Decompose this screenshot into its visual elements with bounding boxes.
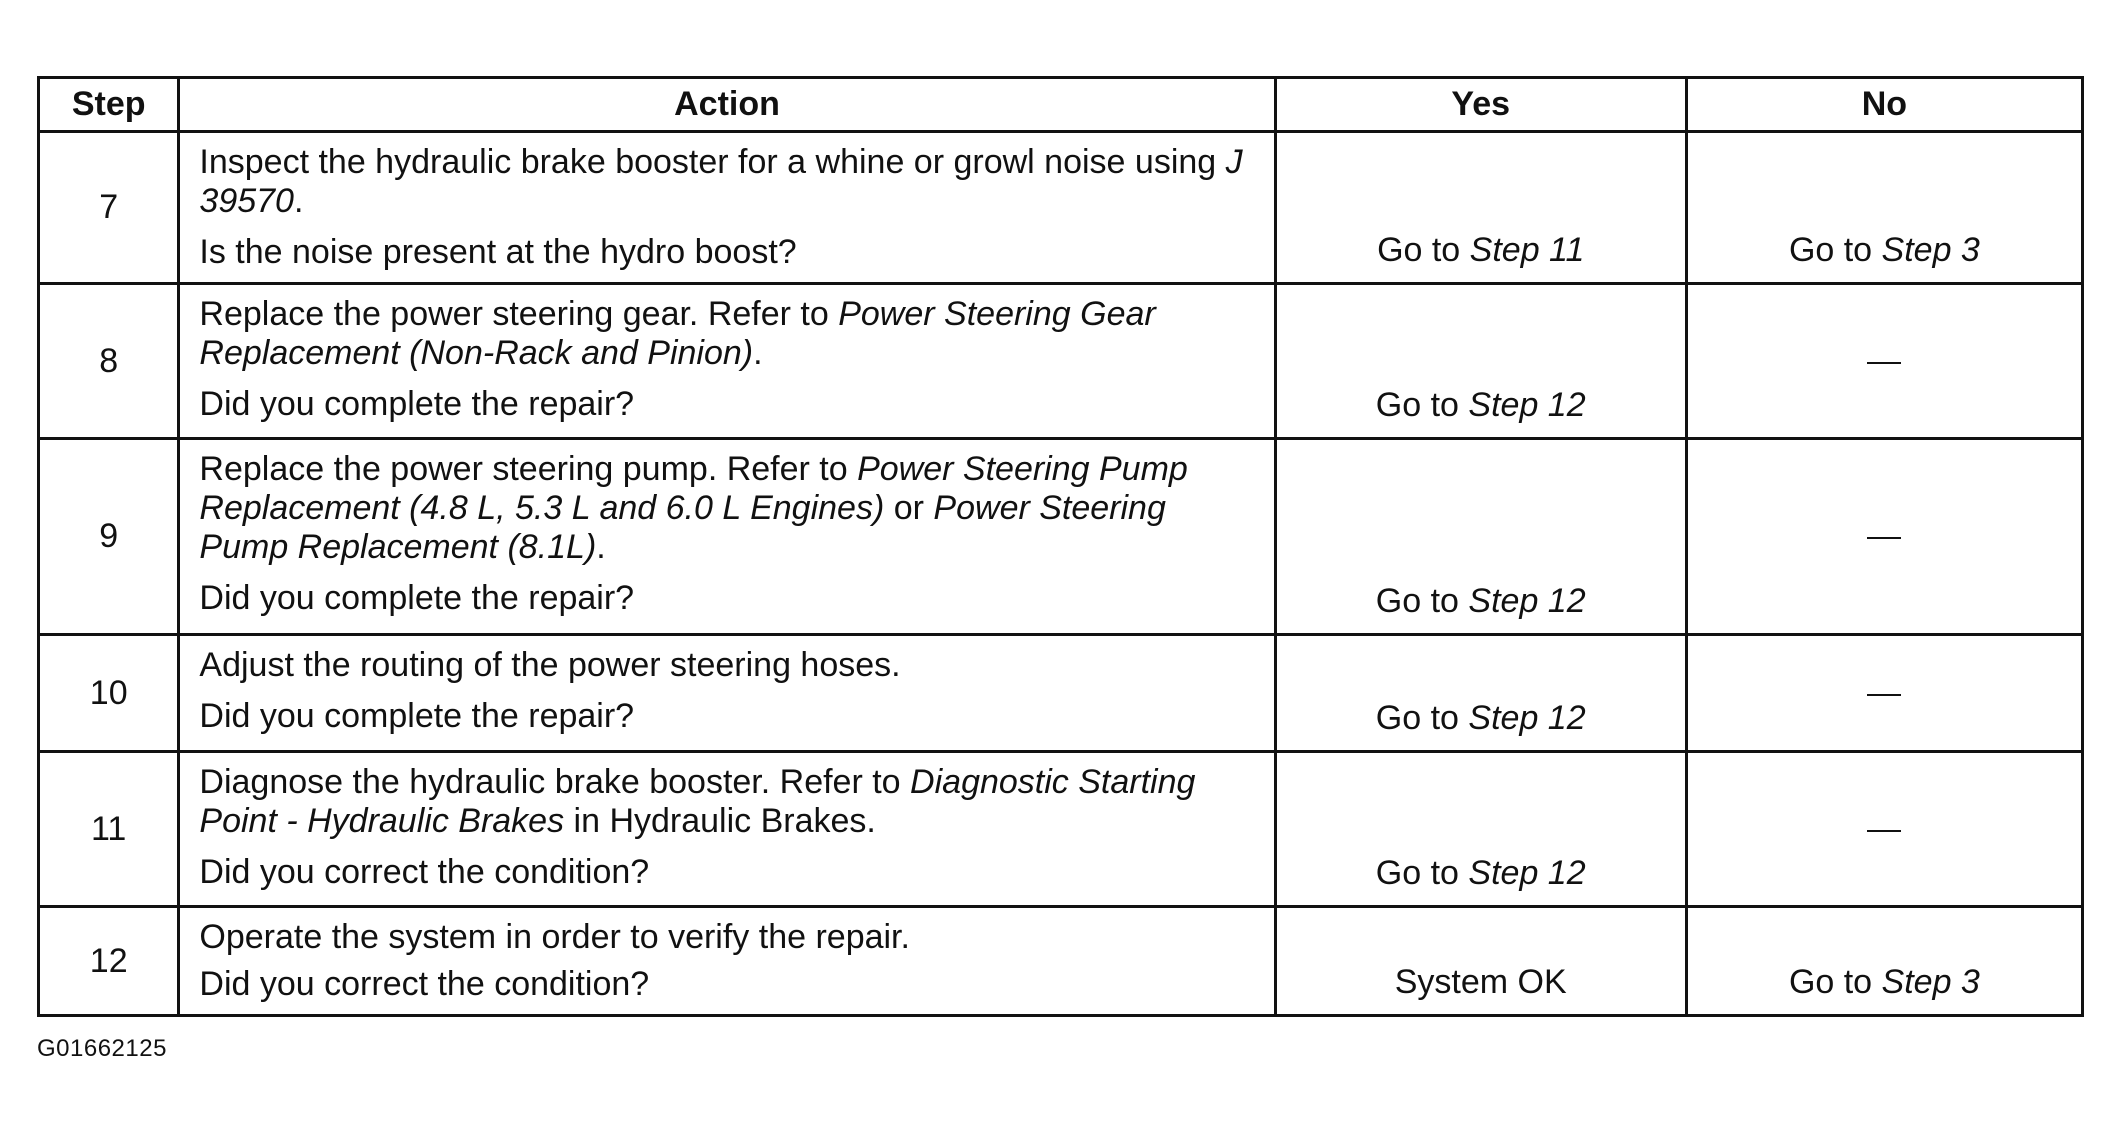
header-yes: Yes xyxy=(1275,78,1686,132)
table-row xyxy=(39,439,2083,635)
step-reference: Step 3 xyxy=(1881,963,1980,1001)
action-cell xyxy=(179,635,1275,752)
action-question: Did you complete the repair? xyxy=(199,385,635,423)
diagnostic-table xyxy=(37,76,2084,1017)
action-cell xyxy=(179,284,1275,439)
no-cell xyxy=(1686,752,2082,907)
table-row xyxy=(39,907,2083,1016)
action-cell xyxy=(179,907,1275,1016)
yes-cell: System OK xyxy=(1275,907,1686,1016)
reference-link: Power Steering Pump Replacement (4.8 L, 5.3 L and 6.0 L Engines) xyxy=(199,450,1188,527)
step-reference: Step 11 xyxy=(1469,231,1585,269)
action-question: Did you complete the repair? xyxy=(199,579,635,617)
yes-cell: Go to Step 12 xyxy=(1275,439,1686,635)
step-reference: Step 12 xyxy=(1468,854,1586,892)
action-text: Operate the system in order to verify the repair. xyxy=(199,918,910,956)
em-dash xyxy=(1867,362,1901,364)
step-reference: Step 12 xyxy=(1468,582,1586,620)
step-reference: Step 12 xyxy=(1468,386,1586,424)
action-cell xyxy=(179,439,1275,635)
step-reference: Step 3 xyxy=(1881,231,1980,269)
step-number: 9 xyxy=(39,439,179,635)
header-action: Action xyxy=(179,78,1275,132)
yes-cell: Go to Step 12 xyxy=(1275,752,1686,907)
header-no: No xyxy=(1686,78,2082,132)
em-dash xyxy=(1867,537,1901,539)
no-cell xyxy=(1686,284,2082,439)
step-number: 7 xyxy=(39,132,179,284)
action-cell xyxy=(179,752,1275,907)
reference-link: Diagnostic Starting Point - Hydraulic Brakes xyxy=(199,763,1196,840)
step-number: 11 xyxy=(39,752,179,907)
step-number: 10 xyxy=(39,635,179,752)
action-question: Did you complete the repair? xyxy=(199,697,635,735)
figure-id: G01662125 xyxy=(37,1035,167,1062)
reference-link: J 39570 xyxy=(199,143,1243,220)
action-text: Diagnose the hydraulic brake booster. Refer to Diagnostic Starting Point - Hydraulic Brakes in Hydraulic Brakes. xyxy=(199,763,1196,840)
action-question: Is the noise present at the hydro boost? xyxy=(199,233,797,271)
action-cell xyxy=(179,132,1275,284)
table-header-row xyxy=(39,78,2083,132)
action-text: Replace the power steering gear. Refer to Power Steering Gear Replacement (Non-Rack and Pinion). xyxy=(199,295,1156,372)
em-dash xyxy=(1867,694,1901,696)
action-question: Did you correct the condition? xyxy=(199,965,650,1003)
action-text: Adjust the routing of the power steering hoses. xyxy=(199,646,901,684)
em-dash xyxy=(1867,830,1901,832)
no-cell: Go to Step 3 xyxy=(1686,907,2082,1016)
step-number: 12 xyxy=(39,907,179,1016)
table-row xyxy=(39,132,2083,284)
yes-cell: Go to Step 12 xyxy=(1275,284,1686,439)
yes-cell: Go to Step 12 xyxy=(1275,635,1686,752)
table-row xyxy=(39,752,2083,907)
no-cell xyxy=(1686,635,2082,752)
no-cell xyxy=(1686,439,2082,635)
yes-cell: Go to Step 11 xyxy=(1275,132,1686,284)
header-step: Step xyxy=(39,78,179,132)
action-text: Replace the power steering pump. Refer to Power Steering Pump Replacement (4.8 L, 5.3 L and 6.0 L Engines) or Power Steering Pump Replacement (8.1L). xyxy=(199,450,1188,566)
table-row xyxy=(39,284,2083,439)
step-number: 8 xyxy=(39,284,179,439)
reference-link: Power Steering Gear Replacement (Non-Rack and Pinion) xyxy=(199,295,1156,372)
reference-link: Power Steering Pump Replacement (8.1L) xyxy=(199,489,1166,566)
action-question: Did you correct the condition? xyxy=(199,853,650,891)
step-reference: Step 12 xyxy=(1468,699,1586,737)
no-cell: Go to Step 3 xyxy=(1686,132,2082,284)
action-text: Inspect the hydraulic brake booster for a whine or growl noise using J 39570. xyxy=(199,143,1243,220)
table-row xyxy=(39,635,2083,752)
